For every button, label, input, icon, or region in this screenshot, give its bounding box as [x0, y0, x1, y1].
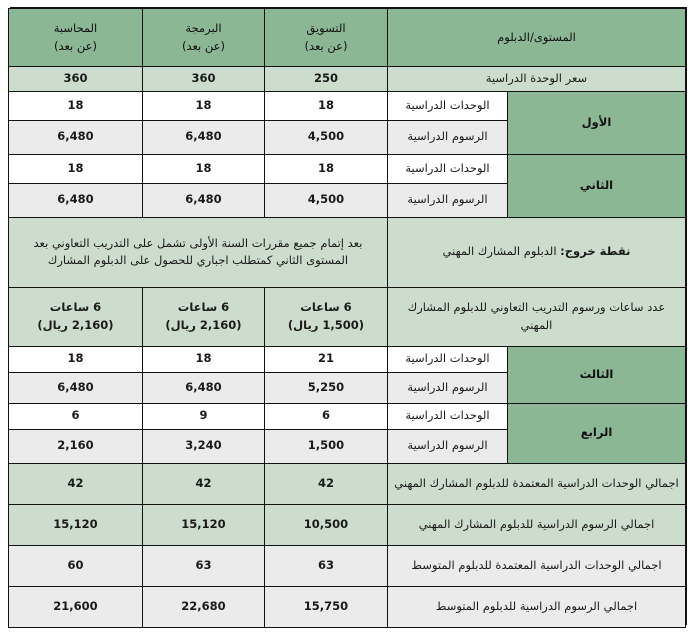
coop-training-label: عدد ساعات ورسوم التدريب التعاوني للدبلوم المشارك المهني	[387, 287, 685, 346]
level-name-fourth: الرابع	[508, 403, 686, 463]
header-programming-mode: (عن بعد)	[181, 38, 225, 53]
level-third-fees-programming: 6,480	[142, 372, 264, 403]
header-programming	[142, 9, 264, 67]
total-fees-associate-programming: 15,120	[142, 504, 264, 545]
total-row-units-intermediate	[8, 545, 685, 586]
coop-amount-accounting: (2,160 ريال)	[37, 317, 114, 332]
unit-price-accounting: 360	[8, 67, 142, 92]
level-first-fees-marketing: 4,500	[264, 120, 387, 154]
unit-price-row	[8, 67, 685, 92]
table-header-row	[8, 9, 685, 67]
level-fourth-fees-programming: 3,240	[142, 429, 264, 463]
level-name-second: الثاني	[508, 154, 686, 217]
level-fourth-fees-marketing: 1,500	[264, 429, 387, 463]
level-third-fees-marketing: 5,250	[264, 372, 387, 403]
level-first-units-label: الوحدات الدراسية	[387, 91, 507, 120]
level-second-fees-marketing: 4,500	[264, 183, 387, 217]
header-programming-name: البرمجة	[185, 20, 222, 35]
level-second-fees-label: الرسوم الدراسية	[387, 183, 507, 217]
level-third-fees-label: الرسوم الدراسية	[387, 372, 507, 403]
header-level-diploma: المستوى/الدبلوم	[387, 9, 685, 67]
exit-point-note: بعد إتمام جميع مقررات السنة الأولى تشمل على التدريب التعاوني بعد المستوى الثاني كمتطلب اجباري للحصول على الدبلوم المشارك	[8, 217, 387, 287]
coop-training-accounting	[8, 287, 142, 346]
level-third-units-programming: 18	[142, 346, 264, 372]
level-second-fees-programming: 6,480	[142, 183, 264, 217]
exit-point-label-rest: الدبلوم المشارك المهني	[442, 244, 561, 259]
total-units-associate-accounting: 42	[8, 463, 142, 504]
level-fourth-units-accounting: 6	[8, 403, 142, 429]
coop-training-marketing	[264, 287, 387, 346]
total-fees-associate-label: اجمالي الرسوم الدراسية للدبلوم المشارك المهني	[387, 504, 685, 545]
table-row	[8, 154, 685, 183]
level-third-units-label: الوحدات الدراسية	[387, 346, 507, 372]
coop-amount-marketing: (1,500 ريال)	[287, 317, 365, 332]
total-fees-intermediate-accounting: 21,600	[8, 586, 142, 627]
total-units-associate-programming: 42	[142, 463, 264, 504]
total-units-associate-label: اجمالي الوحدات الدراسية المعتمدة للدبلوم المشارك المهني	[387, 463, 685, 504]
coop-training-programming	[142, 287, 264, 346]
level-fourth-units-programming: 9	[142, 403, 264, 429]
fees-table-container	[10, 7, 687, 625]
total-fees-intermediate-marketing: 15,750	[264, 586, 387, 627]
level-third-units-marketing: 21	[264, 346, 387, 372]
header-accounting	[8, 9, 142, 67]
total-units-intermediate-programming: 63	[142, 545, 264, 586]
total-fees-associate-marketing: 10,500	[264, 504, 387, 545]
header-marketing-name: التسويق	[306, 20, 346, 35]
level-third-fees-accounting: 6,480	[8, 372, 142, 403]
level-second-fees-accounting: 6,480	[8, 183, 142, 217]
exit-point-row	[8, 217, 685, 287]
total-units-intermediate-marketing: 63	[264, 545, 387, 586]
level-second-units-label: الوحدات الدراسية	[387, 154, 507, 183]
level-first-fees-programming: 6,480	[142, 120, 264, 154]
unit-price-marketing: 250	[264, 67, 387, 92]
total-units-intermediate-label: اجمالي الوحدات الدراسية المعتمدة للدبلوم المتوسط	[387, 545, 685, 586]
table-row	[8, 346, 685, 372]
total-units-intermediate-accounting: 60	[8, 545, 142, 586]
total-row-fees-intermediate	[8, 586, 685, 627]
exit-point-label-bold: نقطة خروج:	[560, 244, 631, 259]
level-second-units-marketing: 18	[264, 154, 387, 183]
exit-point-label	[387, 217, 685, 287]
total-units-associate-marketing: 42	[264, 463, 387, 504]
header-marketing-mode: (عن بعد)	[304, 38, 348, 53]
level-first-units-marketing: 18	[264, 91, 387, 120]
level-first-units-programming: 18	[142, 91, 264, 120]
diploma-fees-table	[8, 8, 686, 628]
level-second-units-accounting: 18	[8, 154, 142, 183]
level-fourth-fees-label: الرسوم الدراسية	[387, 429, 507, 463]
coop-hours-programming: 6 ساعات	[177, 300, 230, 314]
level-third-units-accounting: 18	[8, 346, 142, 372]
level-fourth-units-label: الوحدات الدراسية	[387, 403, 507, 429]
level-first-fees-accounting: 6,480	[8, 120, 142, 154]
total-fees-intermediate-programming: 22,680	[142, 586, 264, 627]
total-fees-associate-accounting: 15,120	[8, 504, 142, 545]
coop-training-row	[8, 287, 685, 346]
total-row-units-associate	[8, 463, 685, 504]
coop-hours-accounting: 6 ساعات	[49, 300, 102, 314]
header-marketing	[264, 9, 387, 67]
unit-price-label: سعر الوحدة الدراسية	[387, 67, 685, 92]
header-accounting-name: المحاسبة	[53, 20, 98, 35]
table-row	[8, 91, 685, 120]
level-first-units-accounting: 18	[8, 91, 142, 120]
coop-hours-marketing: 6 ساعات	[300, 300, 352, 314]
level-name-third: الثالث	[508, 346, 686, 403]
level-name-first: الأول	[508, 91, 686, 154]
header-accounting-mode: (عن بعد)	[53, 38, 97, 53]
total-row-fees-associate	[8, 504, 685, 545]
coop-amount-programming: (2,160 ريال)	[165, 317, 242, 332]
table-row	[8, 403, 685, 429]
unit-price-programming: 360	[142, 67, 264, 92]
level-fourth-units-marketing: 6	[264, 403, 387, 429]
level-fourth-fees-accounting: 2,160	[8, 429, 142, 463]
level-second-units-programming: 18	[142, 154, 264, 183]
total-fees-intermediate-label: اجمالي الرسوم الدراسية للدبلوم المتوسط	[387, 586, 685, 627]
level-first-fees-label: الرسوم الدراسية	[387, 120, 507, 154]
